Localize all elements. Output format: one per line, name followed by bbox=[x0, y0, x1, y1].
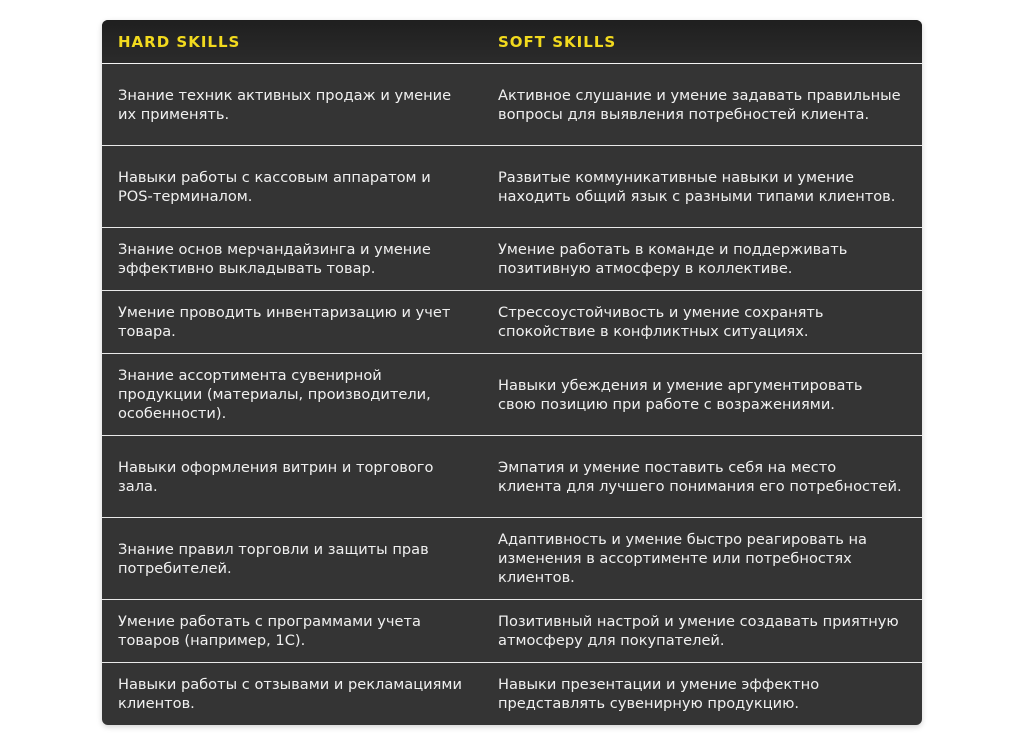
hard-skill-cell: Умение работать с программами учета товаров (например, 1С). bbox=[102, 600, 482, 663]
skills-table bbox=[102, 20, 922, 725]
table-row bbox=[102, 663, 922, 726]
column-header-soft-skills: SOFT SKILLS bbox=[482, 20, 922, 64]
soft-skill-cell: Навыки презентации и умение эффектно представлять сувенирную продукцию. bbox=[498, 676, 820, 712]
skills-table-grid bbox=[102, 20, 922, 725]
column-header-hard-skills: HARD SKILLS bbox=[102, 20, 482, 64]
soft-skill-cell: Активное слушание и умение задавать правильные вопросы для выявления потребностей клиента. bbox=[482, 64, 922, 146]
soft-skill-cell: Адаптивность и умение быстро реагировать на изменения в ассортименте или потребностях клиентов. bbox=[482, 518, 922, 600]
table-row bbox=[102, 228, 922, 291]
hard-skill-cell: Навыки работы с отзывами и рекламациями клиентов. bbox=[118, 676, 462, 712]
soft-skill-cell: Умение работать в команде и поддерживать позитивную атмосферу в коллективе. bbox=[482, 228, 922, 291]
soft-skill-cell: Развитые коммуникативные навыки и умение находить общий язык с разными типами клиентов. bbox=[482, 146, 922, 228]
soft-skill-cell: Позитивный настрой и умение создавать приятную атмосферу для покупателей. bbox=[482, 600, 922, 663]
hard-skill-cell: Знание основ мерчандайзинга и умение эффективно выкладывать товар. bbox=[102, 228, 482, 291]
table-row bbox=[102, 600, 922, 663]
table-row bbox=[102, 354, 922, 436]
hard-skill-cell: Навыки работы с кассовым аппаратом и POS-терминалом. bbox=[102, 146, 482, 228]
table-row bbox=[102, 518, 922, 600]
hard-skill-cell: Умение проводить инвентаризацию и учет товара. bbox=[102, 291, 482, 354]
table-row bbox=[102, 64, 922, 146]
hard-skill-cell: Знание правил торговли и защиты прав потребителей. bbox=[102, 518, 482, 600]
header-row bbox=[102, 20, 922, 64]
table-row bbox=[102, 291, 922, 354]
table-row bbox=[102, 436, 922, 518]
soft-skill-cell: Стрессоустойчивость и умение сохранять спокойствие в конфликтных ситуациях. bbox=[482, 291, 922, 354]
hard-skill-cell: Навыки оформления витрин и торгового зала. bbox=[102, 436, 482, 518]
soft-skill-cell: Эмпатия и умение поставить себя на место клиента для лучшего понимания его потребностей. bbox=[482, 436, 922, 518]
soft-skill-cell: Навыки убеждения и умение аргументировать свою позицию при работе с возражениями. bbox=[482, 354, 922, 436]
hard-skill-cell: Знание ассортимента сувенирной продукции (материалы, производители, особенности). bbox=[102, 354, 482, 436]
table-row bbox=[102, 146, 922, 228]
hard-skill-cell: Знание техник активных продаж и умение их применять. bbox=[102, 64, 482, 146]
